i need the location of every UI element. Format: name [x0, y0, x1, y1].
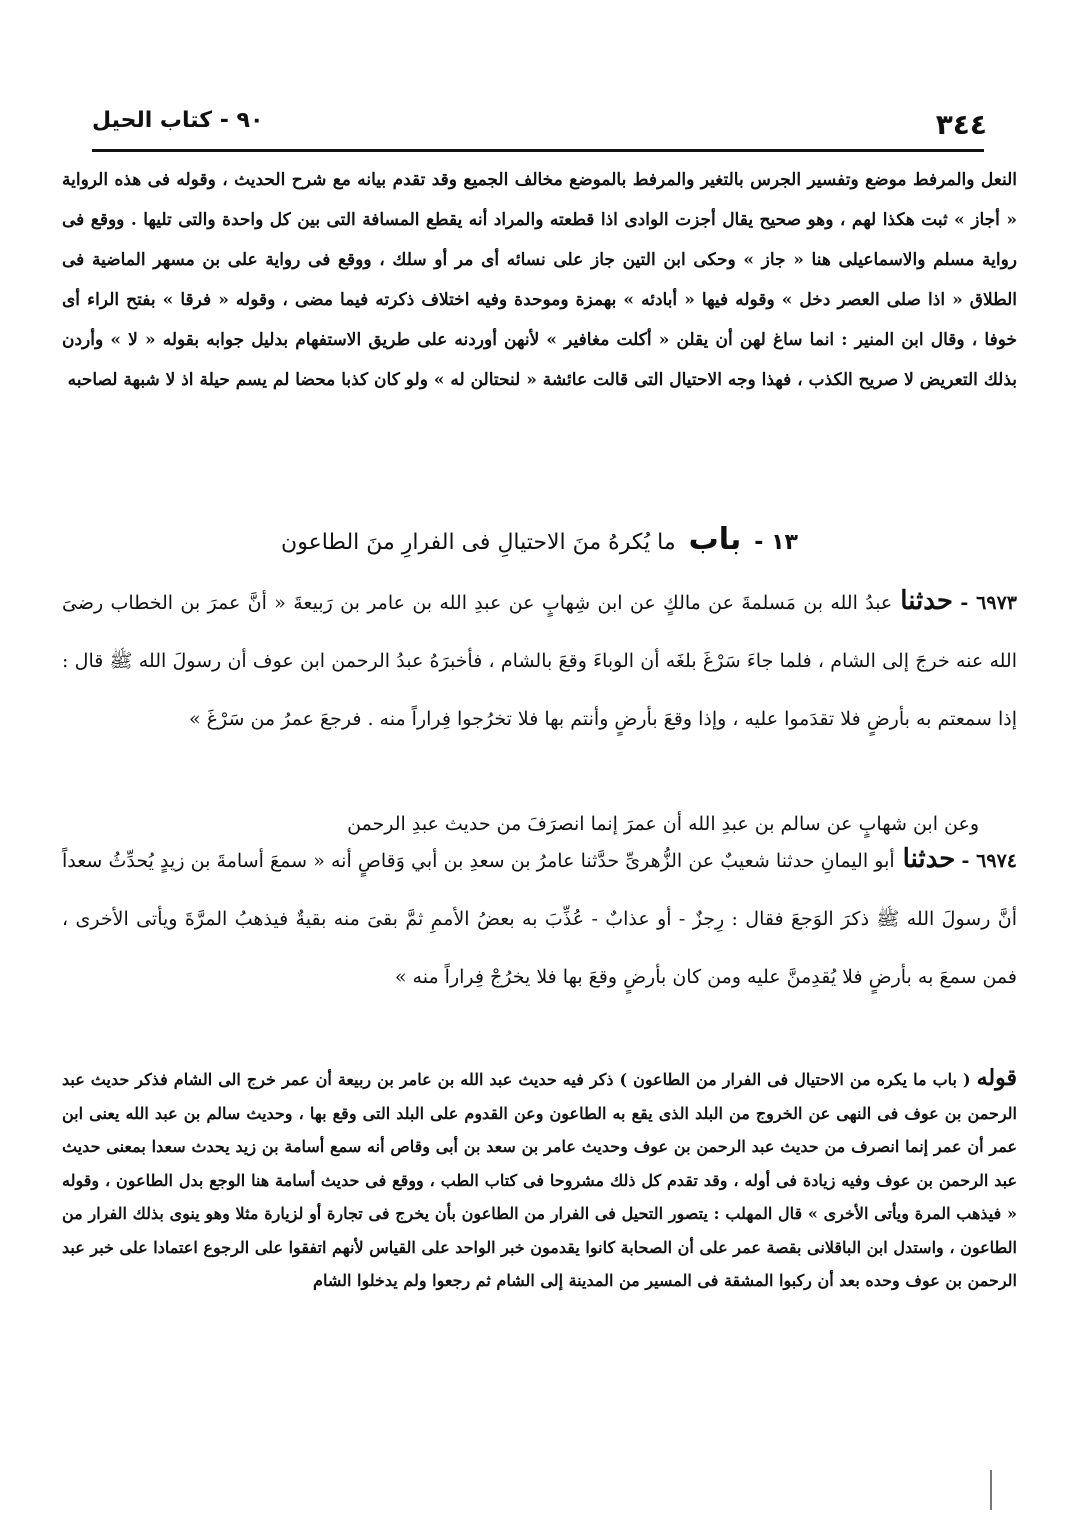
- hadith-text: أبو اليمانِ حدثنا شعيبٌ عن الزُّهرىِّ حدَّثنا عامرُ بن سعدِ بن أبي وَقاصٍ أنه « سمعَ أسامةَ بن زيدٍ يُحدِّثُ سعداً أنَّ رسولَ الله ﷺ ذكرَ الوَجعَ فقال : رِجزٌ - أو عذابٌ - عُذِّبَ به بعضُ الأممِ ثمَّ بقىَ منه بقيةٌ فيذهبُ المرَّةَ ويأتى الأخرى ، فمن سمعَ به بأرضٍ فلا يُقدِمنَّ عليه ومن كان بأرضٍ وقعَ بها فلا يخرُجْ فِراراً منه »: [62, 850, 1017, 988]
- chapter-number: ١٣ -: [754, 530, 798, 555]
- hadith-number: ٦٩٧٣ -: [960, 592, 1017, 614]
- commentary-text: ( باب ما يكره من الاحتيال فى الفرار من الطاعون ) ذكر فيه حديث عبد الله بن عامر بن ربيعة أن عمر خرج الى الشام فذكر حديث عبد الرحمن بن عوف فى النهى عن الخروج من البلد الذى يقع به الطاعون وعن القدوم على البلد التى وقع بها ، وحديث سالم بن عبد الله يعنى ابن عمر أن عمر إنما انصرف من حديث عبد الرحمن بن عوف وحديث عامر بن سعد بن أبى وقاص أنه سمع أسامة بن زيد يحدث سعدا بمعنى حديث عبد الرحمن بن عوف وفيه زيادة فى أوله ، وقد تقدم كل ذلك مشروحا فى كتاب الطب ، ووقع فى حديث أسامة هنا الوجع بدل الطاعون ، وقوله « فيذهب المرة ويأتى الأخرى » قال المهلب : يتصور التحيل فى الفرار من الطاعون بأن يخرج فى تجارة أو لزيارة مثلا وهو ينوى بذلك الفرار من الطاعون ، واستدل ابن الباقلانى بقصة عمر على أن الصحابة كانوا يقدمون خبر الواحد على القياس لأنهم اتفقوا على الرجوع اعتمادا على خبر عبد الرحمن بن عوف وحده بعد أن ركبوا المشقة فى المسير من المدينة إلى الشام ثم رجعوا ولم يدخلوا الشام: [62, 1070, 1017, 1290]
- scan-artifact: [990, 1470, 992, 1510]
- page-number: ٣٤٤: [935, 108, 987, 141]
- commentary-bottom: [62, 1062, 1017, 1298]
- kawluhu-label: قوله: [976, 1065, 1017, 1091]
- hadith-number: ٦٩٧٤ -: [961, 850, 1017, 872]
- commentary-top: النعل والمرفط موضع وتفسير الجرس بالتغير والمرفط بالموضع مخالف الجميع وقد تقدم بيانه مع شرح الحديث ، وقوله فى هذه الرواية « أجاز » ثبت هكذا لهم ، وهو صحيح يقال أجزت الوادى اذا قطعته والمراد أنه يقطع المسافة التى بين كل واحدة والتى تليها . ووقع فى رواية مسلم والاسماعيلى هنا « جاز » وحكى ابن التين جاز على نسائه أى مر أو سلك ، ووقع فى رواية على بن مسهر الماضية فى الطلاق « اذا صلى العصر دخل » وقوله فيها « أبادئه » بهمزة وموحدة وفيه اختلاف ذكرته فيما مضى ، وقوله « فرقا » بفتح الراء أى خوفا ، وقال ابن المنير : انما ساغ لهن أن يقلن « أكلت مغافير » لأنهن أوردنه على طريق الاستفهام بدليل جوابه بقوله « لا » وأردن بذلك التعريض لا صريح الكذب ، فهذا وجه الاحتيال التى قالت عائشة « لنحتالن له » ولو كان كذبا محضا لم يسم حيلة اذ لا شبهة لصاحبه: [62, 170, 1017, 390]
- hadith-6973: [62, 572, 1017, 748]
- hadith-text: عبدُ الله بن مَسلمةَ عن مالكٍ عن ابن شِهابٍ عن عبدِ الله بن عامر بن رَبيعةَ « أنَّ عمرَ بن الخطاب رضىَ الله عنه خرجَ إلى الشام ، فلما جاءَ سَرْغَ بلغَه أن الوباءَ وقعَ بالشام ، فأخبرَهُ عبدُ الرحمن ابن عوف أن رسولَ الله ﷺ قال : إذا سمعتم به بأرضٍ فلا تقدَموا عليه ، وإذا وقعَ بأرضٍ وأنتم بها فلا تخرُجوا فِراراً منه . فرجعَ عمرُ من سَرْغَ »: [62, 592, 1017, 730]
- narration-chain: وعن ابن شهابٍ عن سالم بن عبدِ الله أن عمرَ إنما انصرَفَ من حديث عبدِ الرحمن: [347, 813, 979, 835]
- running-title: ٩٠ - كتاب الحيل: [92, 108, 264, 133]
- page-header: [92, 100, 987, 146]
- chapter-bab-label: باب: [688, 522, 742, 557]
- header-rule: [92, 149, 984, 152]
- chapter-heading: [62, 520, 1017, 563]
- haddathana-label: حدثنا: [900, 586, 954, 616]
- chapter-title: ما يُكرهُ منَ الاحتيالِ فى الفرارِ منَ الطاعون: [281, 530, 676, 555]
- haddathana-label: حدثنا: [902, 844, 956, 874]
- hadith-6974: [62, 830, 1017, 1006]
